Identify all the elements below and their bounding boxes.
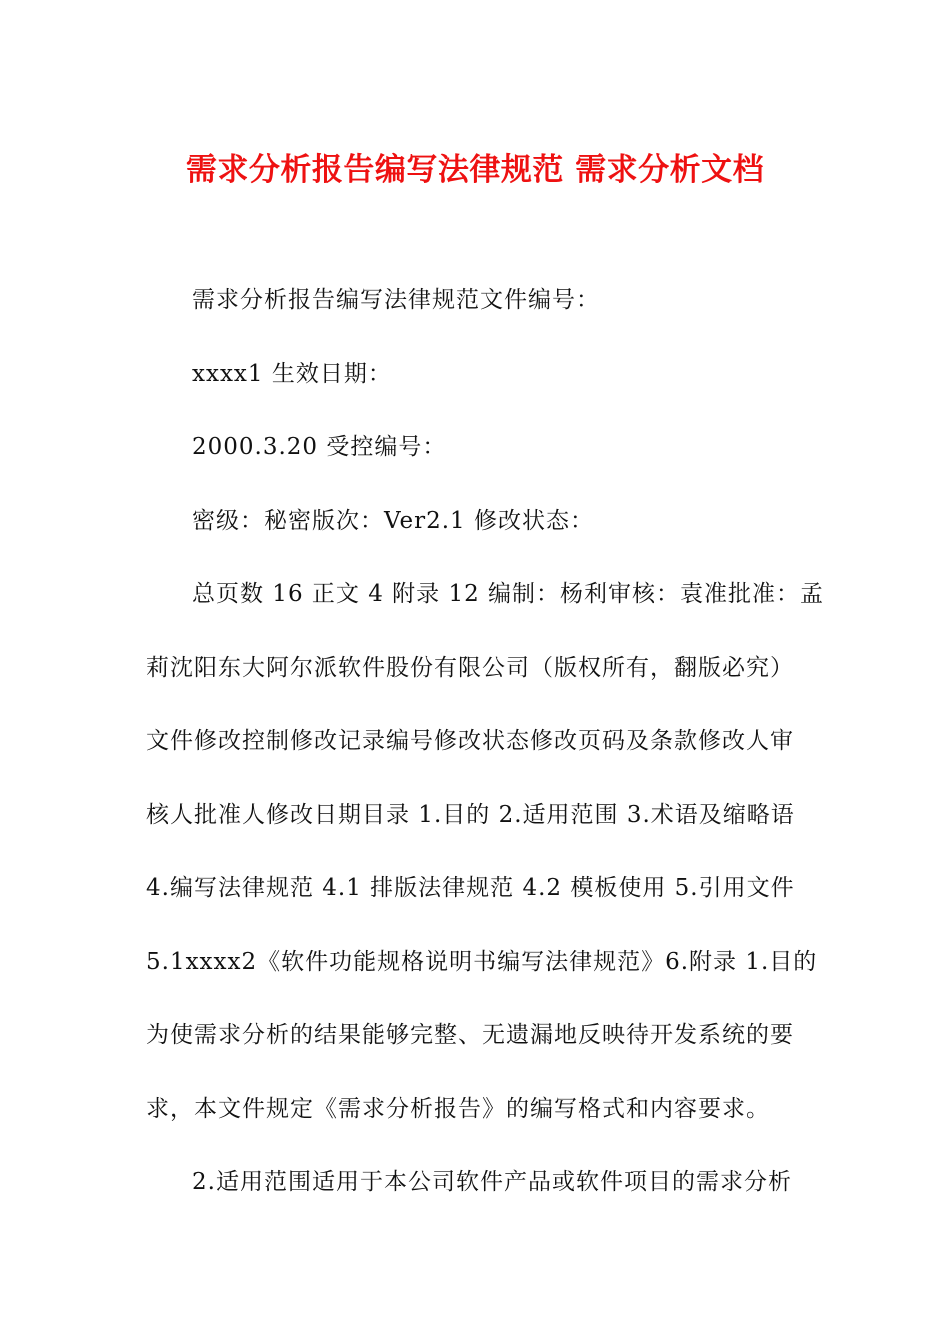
paragraph-scope — [146, 1146, 806, 1220]
paragraph-line: 文件修改控制修改记录编号修改状态修改页码及条款修改人审 — [146, 728, 794, 754]
paragraph-file-number — [146, 264, 806, 338]
paragraph-body — [146, 558, 825, 1146]
paragraph-line: 需求分析报告编写法律规范文件编号： — [192, 287, 600, 313]
paragraph-line: 5.1xxxx2《软件功能规格说明书编写法律规范》6.附录 1.目的 — [146, 948, 818, 975]
paragraph-line: 核人批准人修改日期目录 1.目的 2.适用范围 3.术语及缩略语 — [146, 801, 795, 828]
paragraph-line: 密级：秘密版次：Ver2.1 修改状态： — [192, 507, 594, 534]
paragraph-line: 为使需求分析的结果能够完整、无遗漏地反映待开发系统的要 — [146, 1022, 794, 1048]
paragraph-classification — [146, 485, 806, 559]
paragraph-effective-date — [146, 338, 806, 412]
paragraph-line: xxxx1 生效日期： — [192, 360, 392, 387]
paragraph-line: 莉沈阳东大阿尔派软件股份有限公司（版权所有，翻版必究） — [146, 654, 794, 681]
paragraph-line: 求，本文件规定《需求分析报告》的编写格式和内容要求。 — [146, 1095, 770, 1122]
paragraph-line: 总页数 16 正文 4 附录 12 编制：杨利审核：袁准批准：孟 — [192, 581, 825, 607]
paragraph-control-number — [146, 411, 806, 485]
document-title: 需求分析报告编写法律规范 需求分析文档 — [185, 152, 765, 188]
paragraph-line: 4.编写法律规范 4.1 排版法律规范 4.2 模板使用 5.引用文件 — [146, 875, 795, 901]
paragraph-line: 2.适用范围适用于本公司软件产品或软件项目的需求分析 — [192, 1169, 792, 1195]
paragraph-line: 2000.3.20 受控编号： — [192, 434, 447, 460]
